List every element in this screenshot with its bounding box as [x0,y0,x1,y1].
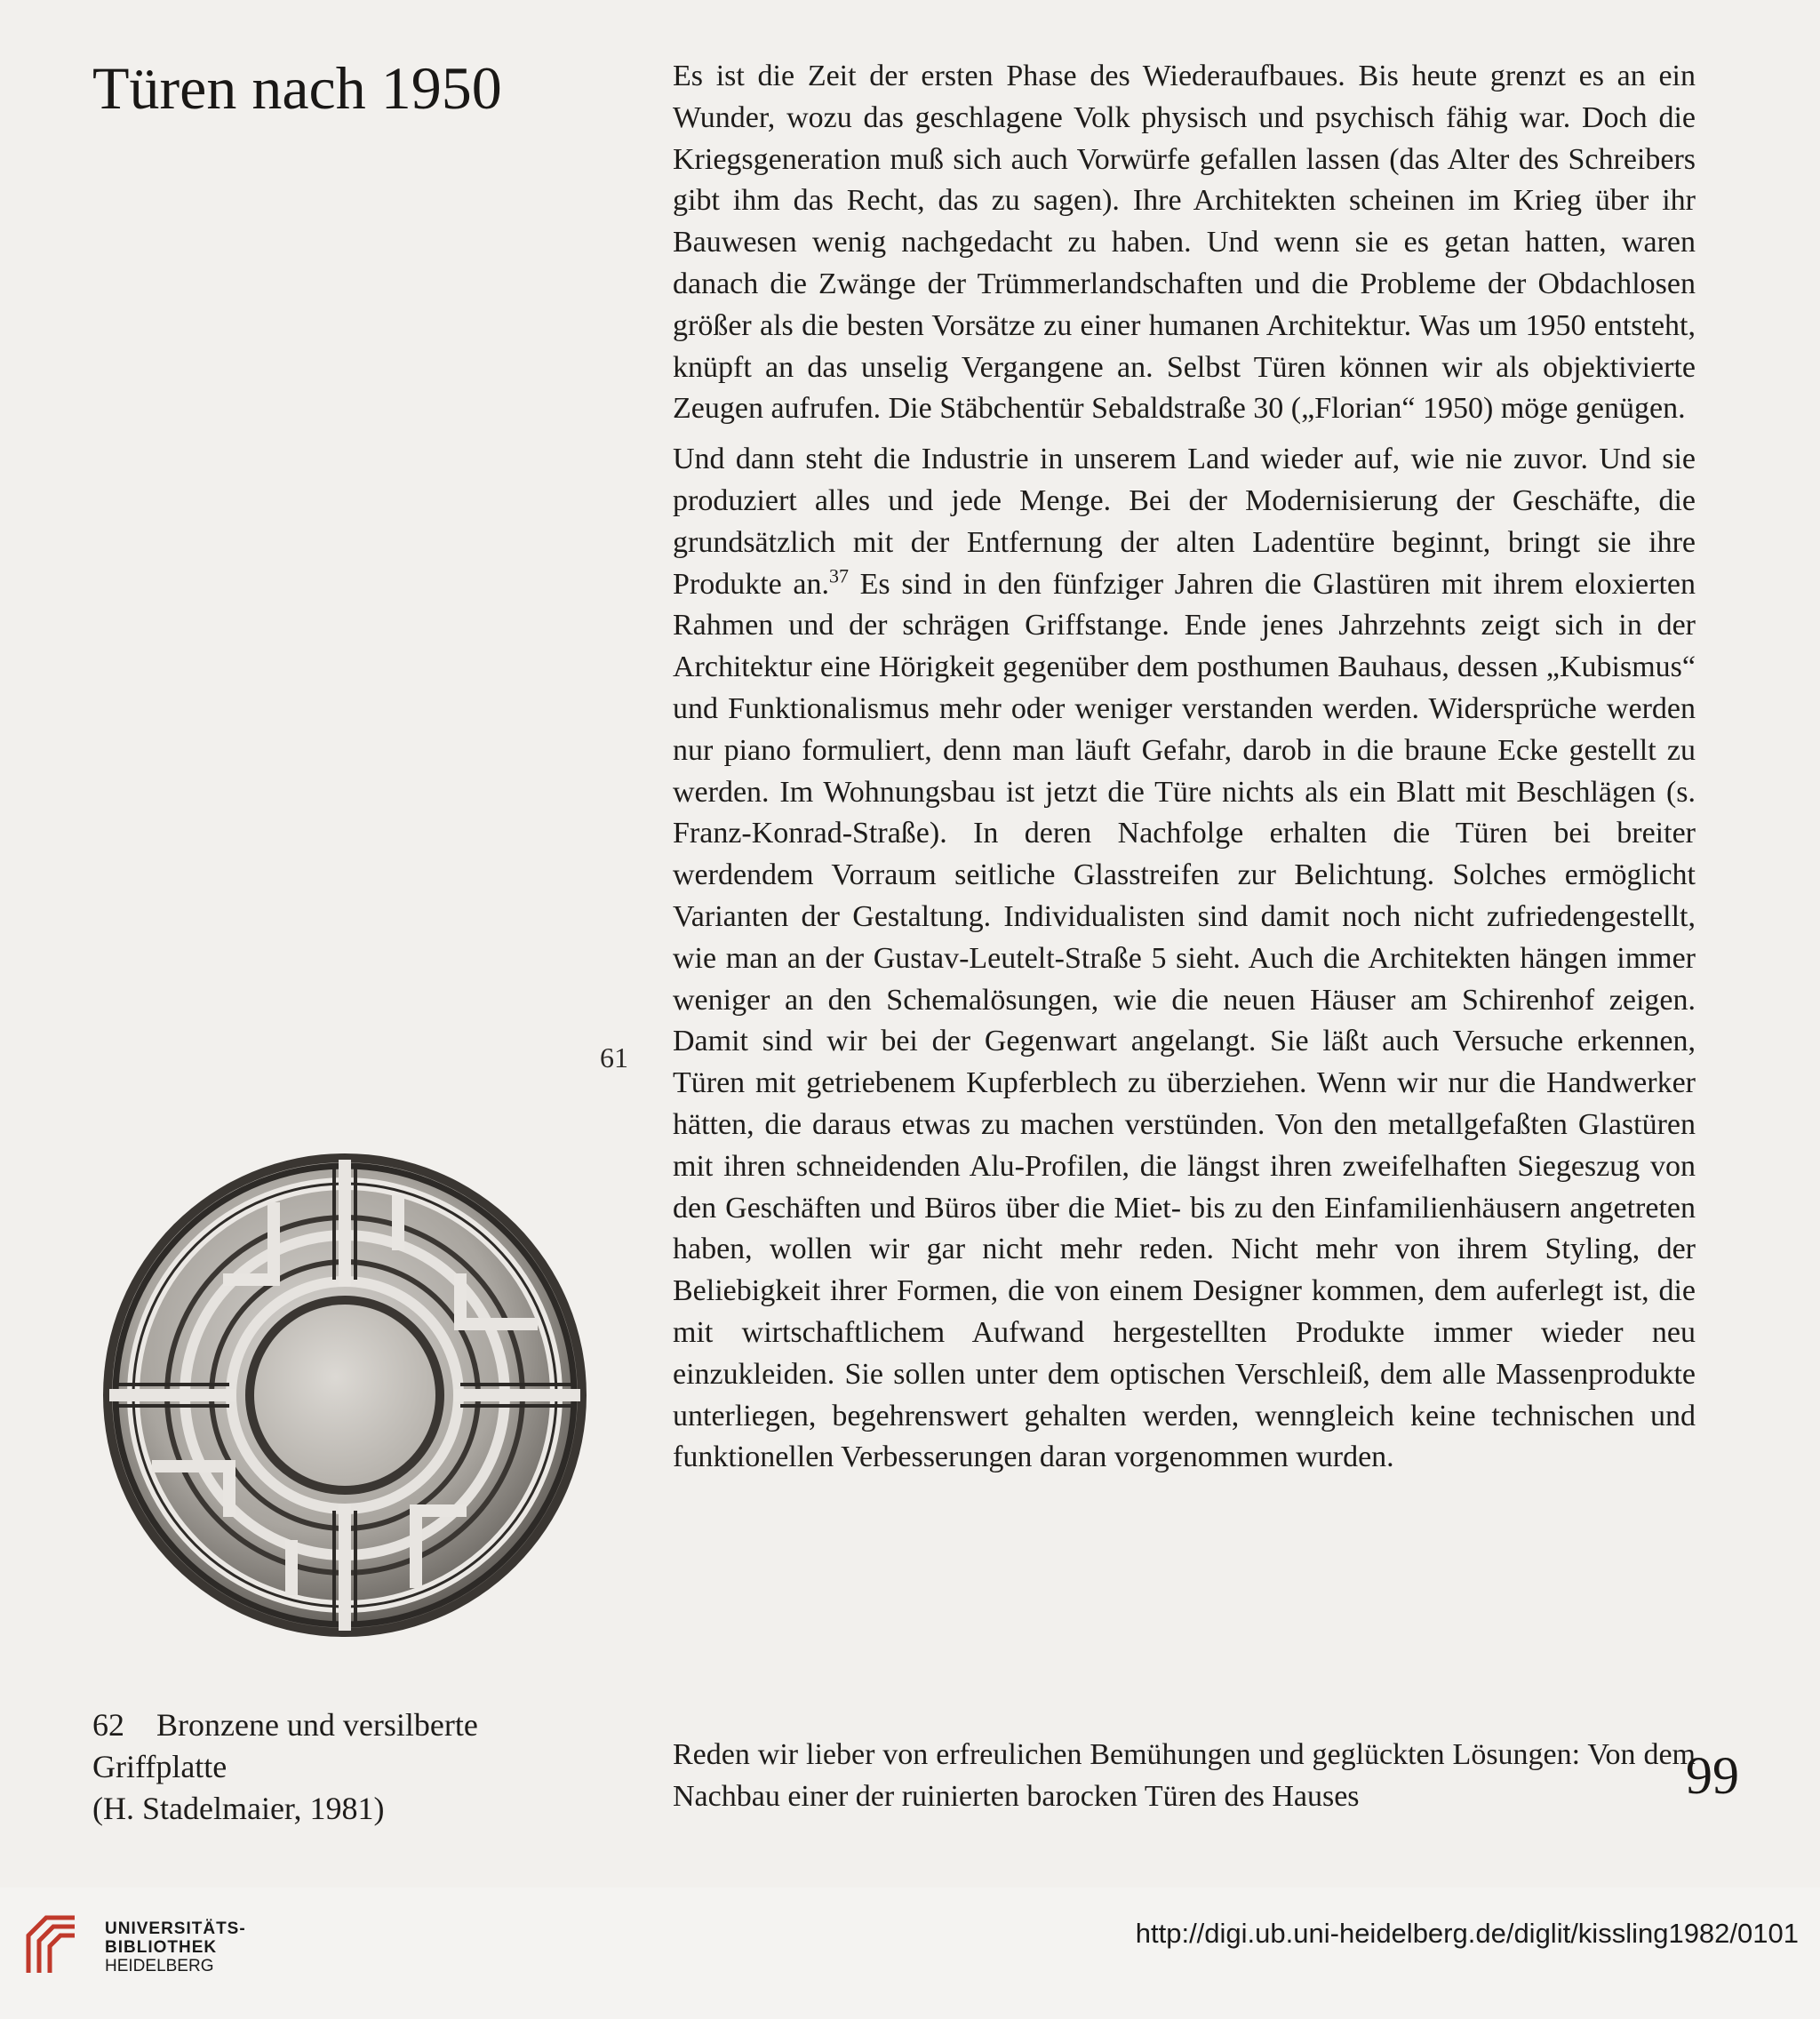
caption-number: 62 [92,1707,124,1743]
caption-text-1: Bronzene und versilberte [156,1707,478,1743]
paragraph-2-start: Und dann steht die Industrie in unserem Land wieder auf, wie nie zuvor. Und sie produziert alles und jede Menge. Bei der Modernisierung der Geschäfte, die grundsätzlich mit der Entfernung der alten Ladentüre beginnt, bringt sie ihre Produkte an. [673,443,1696,601]
caption-line-2: Griffplatte [92,1749,228,1784]
paragraph-3: Reden wir lieber von erfreulichen Bemühungen und geglückten Lösungen: Von dem Nachbau einer der ruinierten barocken Türen des Hauses [673,1738,1696,1813]
paragraph-2 [673,439,1696,1479]
library-name-line-2: BIBLIOTHEK [105,1938,218,1957]
figure-caption [92,1704,478,1830]
bronze-handle-plate-photo [96,1146,594,1644]
library-footer [0,1887,1820,2019]
library-name [105,1919,246,1975]
footnote-reference[interactable]: 37 [829,564,850,587]
figure-reference-number: 61 [600,1041,628,1073]
page-heading: Türen nach 1950 [92,54,502,122]
page-number: 99 [1686,1746,1739,1805]
digital-copy-url-link[interactable]: http://digi.ub.uni-heidelberg.de/diglit/kissling1982/0101 [1135,1918,1799,1949]
caption-line-3: (H. Stadelmaier, 1981) [92,1791,385,1826]
library-name-line-1: UNIVERSITÄTS- [105,1919,246,1938]
caption-line-1 [92,1704,478,1746]
university-library-logo-icon[interactable] [20,1911,91,1982]
paragraph-2-rest: Es sind in den fünfziger Jahren die Glastüren mit ihrem eloxierten Rahmen und der schrägen Griffstange. Ende jenes Jahrzehnts zeigt sich in der Architektur eine Hörigkeit gegenüber dem posthumen Bauhaus, dessen „Kubismus“ und Funktionalismus mehr oder weniger verstanden werden. Widersprüche werden nur piano formuliert, denn man läuft Gefahr, darob in die braune Ecke gestellt zu werden. Im Wohnungsbau ist jetzt die Türe nichts als ein Blatt mit Beschlägen (s. Franz-Konrad-Straße). In deren Nachfolge erhalten die Türen bei breiter werdendem Vorraum seitliche Glasstreifen zur Belichtung. Solches ermöglicht Varianten der Gestaltung. Individualisten sind damit noch nicht zufriedengestellt, wie man an der Gustav-Leutelt-Straße 5 sieht. Auch die Architekten hängen immer weniger an den Schemalösungen, wie die neuen Häuser am Schirenhof zeigen. Damit sind wir bei der Gegenwart angelangt. Sie läßt auch Versuche erkennen, Türen mit getriebenem Kupferblech zu überziehen. Wenn wir nur die Handwerker hätten, die daraus etwas zu machen verstünden. Von den metallgefaßten Glastüren mit ihren schneidenden Alu-Profilen, die längst ihren zweifelhaften Siegeszug von den Geschäften und Büros über die Miet- bis zu den Einfamilienhäusern angetreten haben, wollen wir gar nicht mehr reden. Nicht mehr von ihrem Styling, der Beliebigkeit ihrer Formen, die von einem Designer kommen, dem auferlegt ist, die mit wirtschaftlichem Aufwand hergestellten Produkte immer wieder neu einzukleiden. Sie sollen unter dem optischen Verschleiß, dem alle Massenprodukte unterliegen, begehrenswert gehalten werden, wenngleich keine technischen und funktionellen Verbesserungen daran vorgenommen wurden. [673,567,1696,1474]
main-text-column [673,56,1696,1813]
paragraph-1: Es ist die Zeit der ersten Phase des Wiederaufbaues. Bis heute grenzt es an ein Wunder, wozu das geschlagene Volk physisch und psychisch fähig war. Doch die Kriegsgeneration muß sich auch Vorwürfe gefallen lassen (das Alter des Schreibers gibt ihm das Recht, das zu sagen). Ihre Architekten scheinen im Krieg über ihr Bauwesen wenig nachgedacht zu haben. Und wenn sie es getan hatten, waren danach die Zwänge der Trümmerlandschaften und die Probleme der Obdachlosen größer als die besten Vorsätze zu einer humanen Architektur. Was um 1950 entsteht, knüpft an das unselig Vergangene an. Selbst Türen können wir als objektivierte Zeugen aufrufen. Die Stäbchentür Sebaldstraße 30 („Florian“ 1950) möge genügen. [673,60,1696,426]
library-name-line-3: HEIDELBERG [105,1957,214,1975]
